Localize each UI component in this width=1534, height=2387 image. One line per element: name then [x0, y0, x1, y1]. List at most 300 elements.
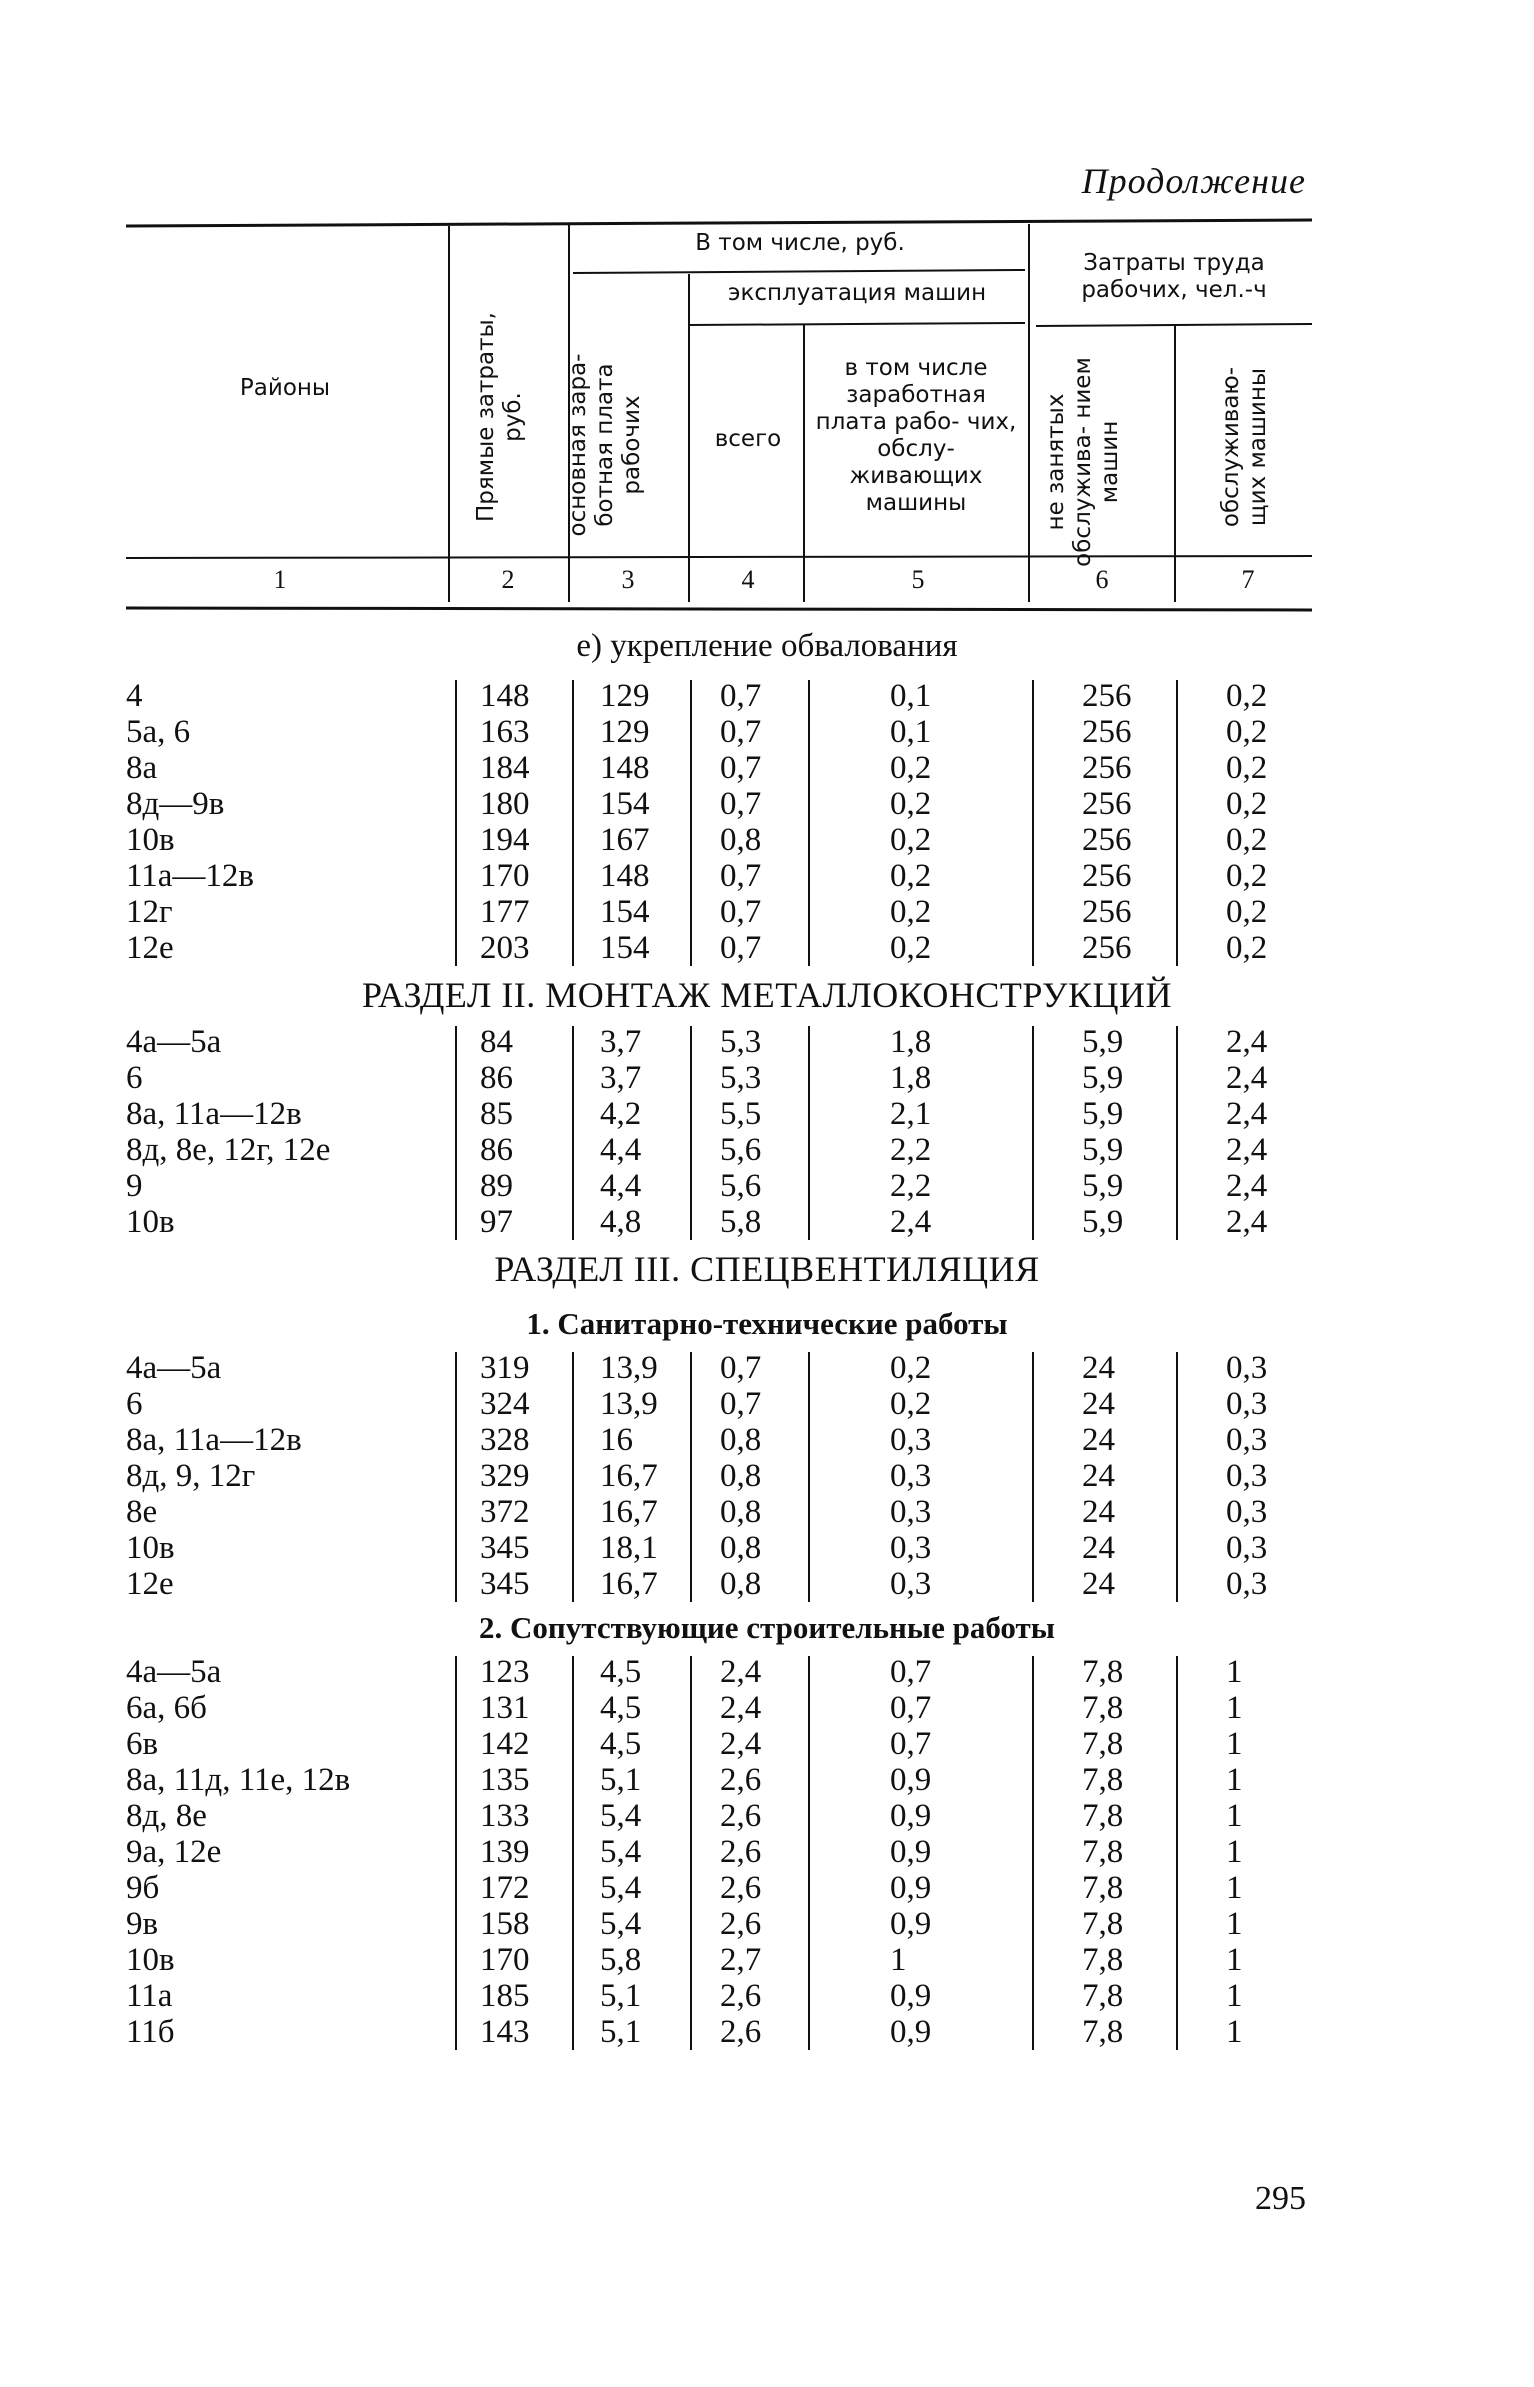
machine-wage-cell: 0,2 — [890, 930, 932, 966]
base-wage-cell: 129 — [600, 714, 650, 750]
machine-total-cell: 0,8 — [720, 1494, 762, 1530]
labor-serving-cell: 2,4 — [1226, 1132, 1268, 1168]
region-cell: 12г — [126, 894, 173, 930]
labor-serving-cell: 0,2 — [1226, 786, 1268, 822]
labor-serving-cell: 1 — [1226, 1654, 1243, 1690]
region-cell: 10в — [126, 1204, 175, 1240]
labor-serving-cell: 0,2 — [1226, 714, 1268, 750]
base-wage-cell: 4,5 — [600, 1654, 642, 1690]
column-divider — [1032, 1026, 1034, 1240]
machine-wage-cell: 0,2 — [890, 786, 932, 822]
labor-serving-cell: 0,2 — [1226, 678, 1268, 714]
table-row — [0, 1834, 1534, 1870]
machine-wage-cell: 1,8 — [890, 1024, 932, 1060]
region-cell: 4а—5а — [126, 1024, 222, 1060]
labor-serving-cell: 0,2 — [1226, 894, 1268, 930]
base-wage-cell: 3,7 — [600, 1060, 642, 1096]
column-number-4: 4 — [741, 565, 755, 594]
labor-not-serving-cell: 24 — [1082, 1566, 1115, 1602]
column-divider — [1032, 1352, 1034, 1602]
region-cell: 10в — [126, 1942, 175, 1978]
column-divider — [690, 1026, 692, 1240]
machine-wage-cell: 0,2 — [890, 822, 932, 858]
base-wage-cell: 16,7 — [600, 1566, 658, 1602]
direct-costs-cell: 143 — [480, 2014, 530, 2050]
labor-not-serving-cell: 5,9 — [1082, 1096, 1124, 1132]
column-divider — [1176, 1352, 1178, 1602]
table-row — [0, 930, 1534, 966]
table-row — [0, 1132, 1534, 1168]
labor-not-serving-cell: 7,8 — [1082, 1834, 1124, 1870]
machine-wage-cell: 0,3 — [890, 1422, 932, 1458]
region-cell: 8а, 11д, 11е, 12в — [126, 1762, 351, 1798]
direct-costs-cell: 131 — [480, 1690, 530, 1726]
column-divider — [572, 680, 574, 966]
machine-wage-cell: 0,9 — [890, 1834, 932, 1870]
labor-serving-cell: 1 — [1226, 1942, 1243, 1978]
base-wage-cell: 16,7 — [600, 1458, 658, 1494]
labor-serving-cell: 2,4 — [1226, 1024, 1268, 1060]
machine-wage-cell: 0,9 — [890, 1906, 932, 1942]
region-cell: 6 — [126, 1060, 143, 1096]
direct-costs-cell: 139 — [480, 1834, 530, 1870]
machine-wage-cell: 0,2 — [890, 1386, 932, 1422]
region-cell: 8д, 8е, 12г, 12е — [126, 1132, 331, 1168]
machine-wage-cell: 0,3 — [890, 1494, 932, 1530]
direct-costs-cell: 345 — [480, 1566, 530, 1602]
base-wage-cell: 4,4 — [600, 1132, 642, 1168]
labor-serving-cell: 1 — [1226, 1762, 1243, 1798]
table-row — [0, 1566, 1534, 1602]
base-wage-cell: 16,7 — [600, 1494, 658, 1530]
machine-total-cell: 0,8 — [720, 1458, 762, 1494]
column-divider — [572, 1656, 574, 2050]
labor-not-serving-cell: 24 — [1082, 1386, 1115, 1422]
region-cell: 9б — [126, 1870, 160, 1906]
direct-costs-cell: 163 — [480, 714, 530, 750]
direct-costs-cell: 184 — [480, 750, 530, 786]
labor-not-serving-cell: 256 — [1082, 714, 1132, 750]
column-divider — [690, 1656, 692, 2050]
base-wage-cell: 5,8 — [600, 1942, 642, 1978]
machine-wage-cell: 0,9 — [890, 2014, 932, 2050]
labor-serving-cell: 1 — [1226, 1834, 1243, 1870]
machine-total-cell: 2,6 — [720, 1762, 762, 1798]
labor-not-serving-cell: 7,8 — [1082, 1690, 1124, 1726]
labor-serving-cell: 1 — [1226, 2014, 1243, 2050]
labor-not-serving-cell: 5,9 — [1082, 1204, 1124, 1240]
labor-not-serving-cell: 7,8 — [1082, 1906, 1124, 1942]
table-row — [0, 894, 1534, 930]
machine-wage-cell: 0,3 — [890, 1458, 932, 1494]
table-row — [0, 1096, 1534, 1132]
column-divider — [455, 1656, 457, 2050]
table-row — [0, 1942, 1534, 1978]
region-cell: 8а, 11а—12в — [126, 1096, 302, 1132]
machine-wage-cell: 0,2 — [890, 1350, 932, 1386]
labor-serving-cell: 0,2 — [1226, 750, 1268, 786]
column-divider — [455, 1352, 457, 1602]
column-divider — [808, 1026, 810, 1240]
machine-total-cell: 2,6 — [720, 1906, 762, 1942]
column-number-6: 6 — [1095, 565, 1109, 594]
region-cell: 8е — [126, 1494, 158, 1530]
base-wage-cell: 4,2 — [600, 1096, 642, 1132]
machine-wage-cell: 1,8 — [890, 1060, 932, 1096]
page-number: 295 — [1255, 2180, 1306, 2217]
machine-wage-cell: 1 — [890, 1942, 907, 1978]
region-cell: 5а, 6 — [126, 714, 191, 750]
direct-costs-cell: 177 — [480, 894, 530, 930]
direct-costs-cell: 89 — [480, 1168, 513, 1204]
direct-costs-cell: 170 — [480, 858, 530, 894]
region-cell: 8а — [126, 750, 158, 786]
header-including: В том числе, руб. — [695, 230, 905, 256]
direct-costs-cell: 84 — [480, 1024, 513, 1060]
machine-total-cell: 2,7 — [720, 1942, 762, 1978]
base-wage-cell: 154 — [600, 930, 650, 966]
labor-serving-cell: 0,3 — [1226, 1530, 1268, 1566]
machine-total-cell: 2,6 — [720, 1798, 762, 1834]
base-wage-cell: 5,4 — [600, 1798, 642, 1834]
machine-wage-cell: 0,7 — [890, 1726, 932, 1762]
labor-not-serving-cell: 7,8 — [1082, 1798, 1124, 1834]
labor-not-serving-cell: 7,8 — [1082, 1870, 1124, 1906]
labor-not-serving-cell: 7,8 — [1082, 1978, 1124, 2014]
machine-total-cell: 0,8 — [720, 1422, 762, 1458]
machine-total-cell: 0,8 — [720, 822, 762, 858]
labor-not-serving-cell: 5,9 — [1082, 1024, 1124, 1060]
column-divider — [1176, 680, 1178, 966]
direct-costs-cell: 170 — [480, 1942, 530, 1978]
table-row — [0, 750, 1534, 786]
base-wage-cell: 16 — [600, 1422, 633, 1458]
section-title: 2. Сопутствующие строительные работы — [479, 1610, 1055, 1645]
machine-total-cell: 0,8 — [720, 1566, 762, 1602]
machine-total-cell: 2,4 — [720, 1654, 762, 1690]
region-cell: 10в — [126, 1530, 175, 1566]
region-cell: 9а, 12е — [126, 1834, 222, 1870]
labor-not-serving-cell: 256 — [1082, 822, 1132, 858]
direct-costs-cell: 158 — [480, 1906, 530, 1942]
labor-serving-cell: 0,3 — [1226, 1566, 1268, 1602]
machine-total-cell: 0,7 — [720, 1386, 762, 1422]
header-labor: Затраты труда рабочих, чел.-ч — [1081, 250, 1267, 303]
machine-total-cell: 0,7 — [720, 750, 762, 786]
labor-not-serving-cell: 24 — [1082, 1494, 1115, 1530]
column-divider — [455, 680, 457, 966]
base-wage-cell: 154 — [600, 786, 650, 822]
machine-total-cell: 2,4 — [720, 1690, 762, 1726]
base-wage-cell: 148 — [600, 750, 650, 786]
table-row — [0, 1024, 1534, 1060]
direct-costs-cell: 86 — [480, 1060, 513, 1096]
machine-total-cell: 2,6 — [720, 2014, 762, 2050]
region-cell: 10в — [126, 822, 175, 858]
machine-wage-cell: 0,2 — [890, 858, 932, 894]
column-divider — [808, 1352, 810, 1602]
column-divider — [1032, 680, 1034, 966]
direct-costs-cell: 172 — [480, 1870, 530, 1906]
machine-wage-cell: 0,2 — [890, 750, 932, 786]
table-header — [0, 0, 1534, 620]
labor-serving-cell: 2,4 — [1226, 1204, 1268, 1240]
region-cell: 6в — [126, 1726, 159, 1762]
machine-wage-cell: 2,2 — [890, 1168, 932, 1204]
column-divider — [1032, 1656, 1034, 2050]
column-number-5: 5 — [911, 565, 925, 594]
machine-total-cell: 5,6 — [720, 1168, 762, 1204]
column-number-1: 1 — [273, 565, 287, 594]
machine-wage-cell: 0,2 — [890, 894, 932, 930]
labor-not-serving-cell: 5,9 — [1082, 1168, 1124, 1204]
direct-costs-cell: 123 — [480, 1654, 530, 1690]
labor-not-serving-cell: 5,9 — [1082, 1132, 1124, 1168]
base-wage-cell: 4,8 — [600, 1204, 642, 1240]
labor-not-serving-cell: 7,8 — [1082, 1942, 1124, 1978]
base-wage-cell: 5,1 — [600, 1762, 642, 1798]
labor-not-serving-cell: 7,8 — [1082, 1726, 1124, 1762]
base-wage-cell: 129 — [600, 678, 650, 714]
machine-total-cell: 2,6 — [720, 1870, 762, 1906]
machine-wage-cell: 0,9 — [890, 1798, 932, 1834]
table-row — [0, 1690, 1534, 1726]
direct-costs-cell: 85 — [480, 1096, 513, 1132]
header-labor-not-serving: не занятых обслужива- нием машин — [1043, 357, 1123, 567]
direct-costs-cell: 203 — [480, 930, 530, 966]
direct-costs-cell: 324 — [480, 1386, 530, 1422]
labor-serving-cell: 1 — [1226, 1870, 1243, 1906]
machine-wage-cell: 0,7 — [890, 1690, 932, 1726]
machine-total-cell: 5,3 — [720, 1060, 762, 1096]
region-cell: 6 — [126, 1386, 143, 1422]
machine-wage-cell: 0,3 — [890, 1530, 932, 1566]
header-base-wage: основная зара- ботная плата рабочих — [565, 353, 645, 537]
labor-not-serving-cell: 7,8 — [1082, 1654, 1124, 1690]
machine-total-cell: 5,3 — [720, 1024, 762, 1060]
base-wage-cell: 167 — [600, 822, 650, 858]
region-cell: 9 — [126, 1168, 143, 1204]
base-wage-cell: 4,4 — [600, 1168, 642, 1204]
machine-wage-cell: 0,9 — [890, 1762, 932, 1798]
table-row — [0, 1060, 1534, 1096]
column-divider — [1176, 1656, 1178, 2050]
labor-not-serving-cell: 256 — [1082, 858, 1132, 894]
direct-costs-cell: 180 — [480, 786, 530, 822]
header-machine-operation: эксплуатация машин — [727, 280, 987, 306]
table-row — [0, 1726, 1534, 1762]
region-cell: 8д—9в — [126, 786, 225, 822]
table-row — [0, 1494, 1534, 1530]
table-body — [0, 620, 1534, 2140]
direct-costs-cell: 185 — [480, 1978, 530, 2014]
region-cell: 4а—5а — [126, 1654, 222, 1690]
machine-total-cell: 0,7 — [720, 894, 762, 930]
machine-wage-cell: 0,3 — [890, 1566, 932, 1602]
header-direct-costs: Прямые затраты, руб. — [473, 312, 526, 522]
labor-serving-cell: 1 — [1226, 1978, 1243, 2014]
machine-total-cell: 5,8 — [720, 1204, 762, 1240]
machine-total-cell: 0,7 — [720, 858, 762, 894]
direct-costs-cell: 148 — [480, 678, 530, 714]
section-title: е) укрепление обвалования — [576, 628, 958, 664]
base-wage-cell: 13,9 — [600, 1350, 658, 1386]
table-row — [0, 1762, 1534, 1798]
table-row — [0, 1458, 1534, 1494]
table-row — [0, 1870, 1534, 1906]
labor-not-serving-cell: 256 — [1082, 678, 1132, 714]
machine-total-cell: 0,7 — [720, 786, 762, 822]
base-wage-cell: 5,4 — [600, 1870, 642, 1906]
table-row — [0, 1204, 1534, 1240]
column-divider — [572, 1352, 574, 1602]
header-machine-wage: в том числе заработная плата рабо- чих, обслу- живающих машины — [815, 355, 1017, 516]
direct-costs-cell: 372 — [480, 1494, 530, 1530]
table-row — [0, 2014, 1534, 2050]
table-row — [0, 1978, 1534, 2014]
direct-costs-cell: 135 — [480, 1762, 530, 1798]
labor-serving-cell: 1 — [1226, 1798, 1243, 1834]
continued-label: Продолжение — [1081, 161, 1306, 201]
column-divider — [572, 1026, 574, 1240]
region-cell: 12е — [126, 1566, 174, 1602]
base-wage-cell: 5,4 — [600, 1834, 642, 1870]
table-row — [0, 1654, 1534, 1690]
header-rules — [0, 0, 1534, 620]
table-row — [0, 858, 1534, 894]
labor-not-serving-cell: 256 — [1082, 786, 1132, 822]
labor-serving-cell: 0,3 — [1226, 1494, 1268, 1530]
direct-costs-cell: 97 — [480, 1204, 513, 1240]
machine-total-cell: 2,6 — [720, 1834, 762, 1870]
labor-not-serving-cell: 24 — [1082, 1530, 1115, 1566]
labor-not-serving-cell: 256 — [1082, 750, 1132, 786]
region-cell: 11а — [126, 1978, 173, 2014]
direct-costs-cell: 329 — [480, 1458, 530, 1494]
table-row — [0, 1350, 1534, 1386]
labor-not-serving-cell: 24 — [1082, 1350, 1115, 1386]
column-number-7: 7 — [1241, 565, 1255, 594]
labor-serving-cell: 0,2 — [1226, 930, 1268, 966]
table-row — [0, 714, 1534, 750]
section-title: РАЗДЕЛ III. СПЕЦВЕНТИЛЯЦИЯ — [494, 1249, 1040, 1289]
labor-serving-cell: 0,3 — [1226, 1458, 1268, 1494]
column-number-2: 2 — [501, 565, 515, 594]
header-regions: Районы — [239, 375, 331, 401]
machine-wage-cell: 0,9 — [890, 1978, 932, 2014]
direct-costs-cell: 86 — [480, 1132, 513, 1168]
labor-serving-cell: 0,2 — [1226, 858, 1268, 894]
labor-not-serving-cell: 5,9 — [1082, 1060, 1124, 1096]
column-divider — [455, 1026, 457, 1240]
labor-not-serving-cell: 7,8 — [1082, 1762, 1124, 1798]
header-machine-total: всего — [714, 426, 782, 452]
labor-serving-cell: 0,2 — [1226, 822, 1268, 858]
machine-total-cell: 0,8 — [720, 1530, 762, 1566]
machine-wage-cell: 2,2 — [890, 1132, 932, 1168]
base-wage-cell: 4,5 — [600, 1690, 642, 1726]
base-wage-cell: 18,1 — [600, 1530, 658, 1566]
direct-costs-cell: 345 — [480, 1530, 530, 1566]
labor-serving-cell: 0,3 — [1226, 1422, 1268, 1458]
machine-wage-cell: 2,4 — [890, 1204, 932, 1240]
machine-total-cell: 5,6 — [720, 1132, 762, 1168]
column-divider — [1176, 1026, 1178, 1240]
labor-not-serving-cell: 256 — [1082, 930, 1132, 966]
base-wage-cell: 154 — [600, 894, 650, 930]
region-cell: 4 — [126, 678, 143, 714]
machine-wage-cell: 0,7 — [890, 1654, 932, 1690]
direct-costs-cell: 328 — [480, 1422, 530, 1458]
machine-total-cell: 5,5 — [720, 1096, 762, 1132]
region-cell: 8а, 11а—12в — [126, 1422, 302, 1458]
region-cell: 12е — [126, 930, 174, 966]
machine-wage-cell: 0,1 — [890, 678, 932, 714]
column-number-3: 3 — [621, 565, 635, 594]
column-divider — [808, 680, 810, 966]
machine-wage-cell: 0,9 — [890, 1870, 932, 1906]
machine-wage-cell: 0,1 — [890, 714, 932, 750]
column-divider — [690, 1352, 692, 1602]
machine-total-cell: 2,4 — [720, 1726, 762, 1762]
table-row — [0, 1798, 1534, 1834]
base-wage-cell: 148 — [600, 858, 650, 894]
labor-serving-cell: 1 — [1226, 1690, 1243, 1726]
table-row — [0, 1906, 1534, 1942]
labor-serving-cell: 1 — [1226, 1726, 1243, 1762]
direct-costs-cell: 194 — [480, 822, 530, 858]
machine-total-cell: 0,7 — [720, 1350, 762, 1386]
section-title: РАЗДЕЛ II. МОНТАЖ МЕТАЛЛОКОНСТРУКЦИЙ — [361, 975, 1173, 1015]
machine-total-cell: 0,7 — [720, 678, 762, 714]
region-cell: 6а, 6б — [126, 1690, 207, 1726]
labor-serving-cell: 2,4 — [1226, 1096, 1268, 1132]
base-wage-cell: 5,1 — [600, 1978, 642, 2014]
table-row — [0, 678, 1534, 714]
labor-not-serving-cell: 7,8 — [1082, 2014, 1124, 2050]
labor-serving-cell: 0,3 — [1226, 1386, 1268, 1422]
direct-costs-cell: 142 — [480, 1726, 530, 1762]
section-title: 1. Санитарно-технические работы — [526, 1306, 1008, 1341]
table-row — [0, 822, 1534, 858]
base-wage-cell: 5,1 — [600, 2014, 642, 2050]
table-row — [0, 1386, 1534, 1422]
machine-total-cell: 0,7 — [720, 930, 762, 966]
table-row — [0, 1168, 1534, 1204]
region-cell: 4а—5а — [126, 1350, 222, 1386]
region-cell: 8д, 8е — [126, 1798, 207, 1834]
table-row — [0, 786, 1534, 822]
labor-not-serving-cell: 24 — [1082, 1458, 1115, 1494]
region-cell: 8д, 9, 12г — [126, 1458, 256, 1494]
labor-serving-cell: 2,4 — [1226, 1060, 1268, 1096]
column-divider — [690, 680, 692, 966]
machine-wage-cell: 2,1 — [890, 1096, 932, 1132]
base-wage-cell: 5,4 — [600, 1906, 642, 1942]
column-divider — [808, 1656, 810, 2050]
labor-not-serving-cell: 24 — [1082, 1422, 1115, 1458]
table-row — [0, 1422, 1534, 1458]
labor-serving-cell: 2,4 — [1226, 1168, 1268, 1204]
machine-total-cell: 0,7 — [720, 714, 762, 750]
region-cell: 11б — [126, 2014, 175, 2050]
region-cell: 9в — [126, 1906, 159, 1942]
base-wage-cell: 13,9 — [600, 1386, 658, 1422]
direct-costs-cell: 133 — [480, 1798, 530, 1834]
table-row — [0, 1530, 1534, 1566]
base-wage-cell: 3,7 — [600, 1024, 642, 1060]
labor-serving-cell: 0,3 — [1226, 1350, 1268, 1386]
